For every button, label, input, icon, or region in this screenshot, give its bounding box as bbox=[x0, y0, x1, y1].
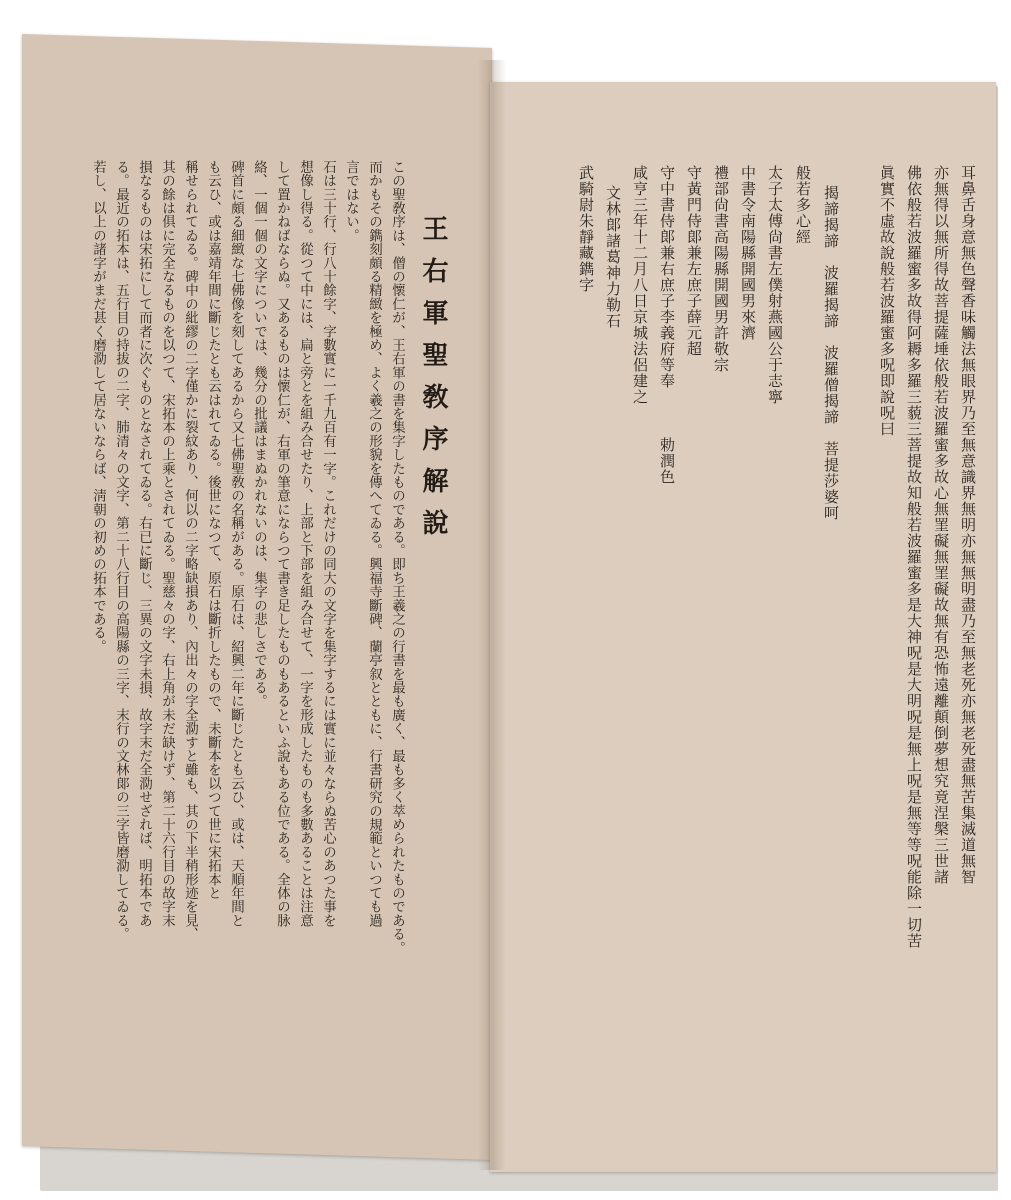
commentary-line: 稱せられてゐる。碑中の紕繆の二字僅かに裂紋あり、何以の二字略缺損あり、內出々の字全泐すと雖も、其の下半稍形迹を見、 bbox=[182, 160, 198, 941]
sutra-line: 耳鼻舌身意無色聲香味觸法無眼界乃至無意識界無明亦無無明盡乃至無老死亦無老死盡無苦集滅道無智 bbox=[959, 165, 977, 885]
sutra-title: 般若多心經 bbox=[794, 165, 812, 245]
commentary-line: 其の餘は俱に完全なるものを以つて、宋拓本の上乘とされてゐる。聖慈々の字、右上角が未だ缺けず、第二十六行目の故字末 bbox=[159, 160, 175, 928]
colophon-line: 咸亨三年十二月八日京城法侶建之 bbox=[631, 165, 649, 405]
colophon-line: 太子太傅尙書左僕射燕國公于志寧 bbox=[766, 165, 784, 405]
commentary-line: る。最近の拓本は、五行目の持拔の二字、肺清々の文字、第二十八行目の高陽縣の三字、末行の文林郞の三字皆磨泐してゐる。 bbox=[113, 160, 129, 941]
page-title: 王右軍聖敎序解說 bbox=[418, 215, 448, 551]
sutra-line: 亦無得以無所得故菩提薩埵依般若波羅蜜多故心無罣礙無罣礙故無有恐怖遠離顛倒夢想究竟涅槃三世諸 bbox=[932, 165, 950, 885]
colophon-line: 守黃門侍郞兼左庶子薛元超 bbox=[685, 165, 703, 357]
colophon-line: 武騎尉朱靜藏鐫字 bbox=[577, 165, 595, 293]
colophon-line: 守中書侍郞兼右庶子李義府等奉 勅潤色 bbox=[658, 165, 676, 485]
commentary-line: 石は三十行、行八十餘字、字數實に一千九百有一字。これだけの同大の文字を集字するには實に並々ならぬ苦心のあつた事を bbox=[320, 160, 336, 928]
commentary-line: して置かねばならぬ。又あるものは懷仁が、右軍の筆意にならつて書き足したものもあるといふ說もある位である。全体の脉 bbox=[274, 160, 290, 928]
commentary-line: 若し、以上の諸字がまだ甚く磨泐して居ないならば、淸朝の初めの拓本である。 bbox=[90, 160, 106, 654]
commentary-line: 絡、一個一個の文字についでは、幾分の批議はまぬかれないのは、集字の悲しさである。 bbox=[251, 160, 267, 708]
sutra-line: 佛依般若波羅蜜多故得阿耨多羅三藐三菩提故知般若波羅蜜多是大神呪是大明呪是無上呪是無等等呪能除一切苦 bbox=[905, 165, 923, 949]
commentary-line: も云ひ、或は嘉靖年間に斷じたとも云はれてゐる。後世になつて、原石は斷折したもので、未斷本を以つて世に宋拓本と bbox=[205, 160, 221, 900]
book-gutter bbox=[478, 60, 506, 1170]
commentary-line: 言ではない。 bbox=[343, 160, 359, 243]
colophon-line: 中書令南陽縣開國男來濟 bbox=[739, 165, 757, 341]
commentary-line: この聖敎序は、僧の懷仁が、王右軍の書を集字したものである。即ち王羲之の行書を最も廣く、最も多く萃められたものである。 bbox=[389, 160, 405, 955]
commentary-line: 損なるものは宋拓にして而者に次ぐものとなされてゐる。右已に斷じ、三異の文字未損、故字末だ全泐せざれば、明拓本であ bbox=[136, 160, 152, 928]
colophon-line: 禮部尙書高陽縣開國男許敬宗 bbox=[712, 165, 730, 373]
commentary-line: 而かもその鐫刻頗る精緻を極め、よく羲之の形貌を傳へてゐる。興福寺斷碑、蘭亭叙とともに、行書研究の規範といつても過 bbox=[366, 160, 382, 928]
commentary-line: 想像し得る。從つて中には、扁と旁とを組み合せたり、上部と下部を組み合せて、一字を形成したものも多數あることは注意 bbox=[297, 160, 313, 928]
sutra-line: 揭諦揭諦 波羅揭諦 波羅僧揭諦 菩提莎婆呵 bbox=[822, 185, 840, 521]
colophon-line: 文林郞諸葛神力勒石 bbox=[604, 185, 622, 329]
commentary-line: 碑首に頗る細緻な七佛像を刻してあるから又七佛聖敎の名稱がある。原石は、紹興二年に斷じたとも云ひ、或は、天順年間と bbox=[228, 160, 244, 928]
sutra-line: 眞實不虛故說般若波羅蜜多呪即說呪曰 bbox=[878, 165, 896, 437]
